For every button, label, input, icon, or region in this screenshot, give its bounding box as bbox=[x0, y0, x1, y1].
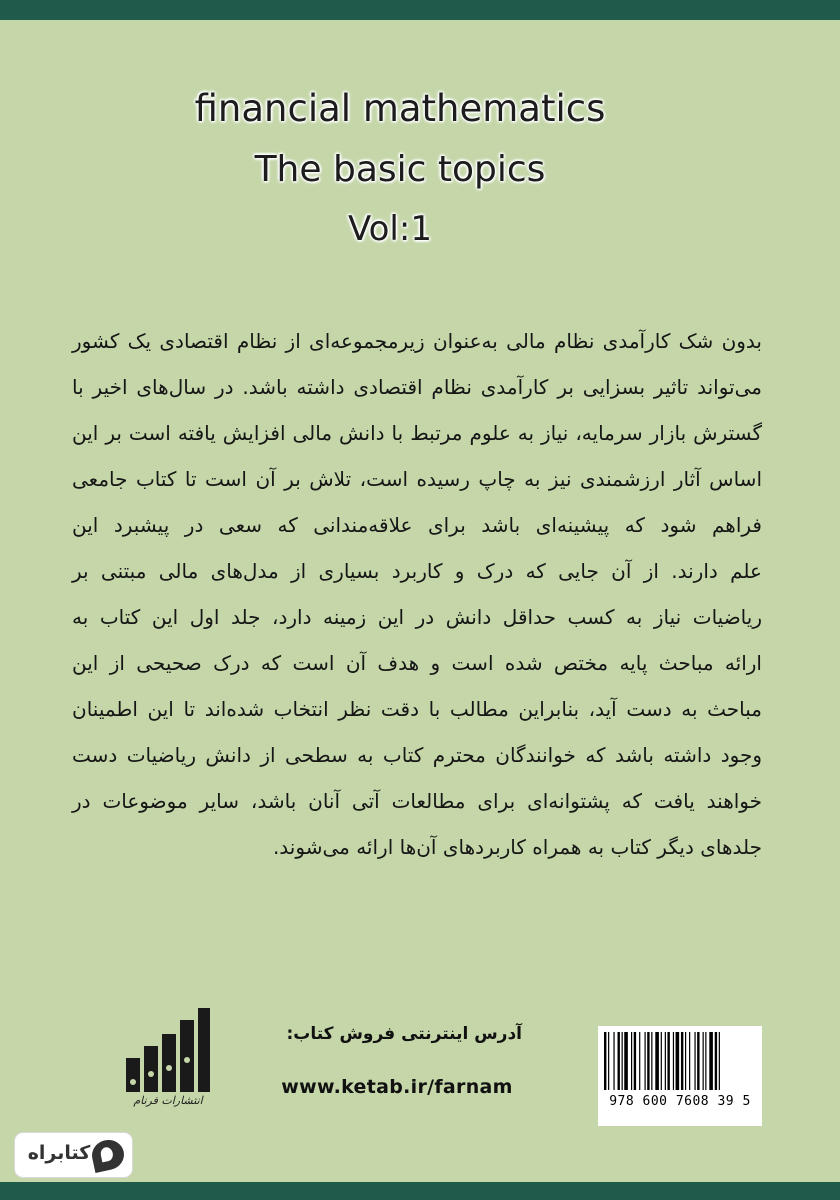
cover-volume: Vol:1 bbox=[348, 209, 432, 249]
barcode-bar bbox=[618, 1032, 620, 1090]
barcode-bar bbox=[622, 1032, 623, 1090]
barcode-bar bbox=[681, 1032, 683, 1090]
barcode-bar bbox=[651, 1032, 652, 1090]
description-line: فراهم شود که پیشینه‌ای باشد برای علاقه‌مندانی که سعی در پیشبرد این bbox=[72, 513, 762, 537]
publisher-caption: انتشارات فرنام bbox=[133, 1094, 203, 1107]
ketabrah-label: کتابراه bbox=[27, 1142, 91, 1164]
description-line: اساس آثار ارزشمندی نیز به چاپ رسیده است، تلاش بر آن است تا کتاب جامعی bbox=[72, 467, 762, 491]
cover-title: financial mathematics bbox=[194, 87, 606, 130]
isbn-number: 978 600 7608 39 5 bbox=[609, 1094, 751, 1109]
store-address bbox=[270, 1024, 522, 1098]
barcode-bar bbox=[719, 1032, 720, 1090]
barcode-bar bbox=[685, 1032, 686, 1090]
barcode-bars bbox=[602, 1032, 758, 1090]
barcode-bar bbox=[647, 1032, 649, 1090]
barcode-bar bbox=[703, 1032, 704, 1090]
description-line: بدون شک کارآمدی نظام مالی به‌عنوان زیرمجموعه‌ای از نظام اقتصادی یک کشور bbox=[72, 329, 762, 353]
barcode-bar bbox=[608, 1032, 609, 1090]
description-line: علم دارند. از آن جایی که درک و کاربرد بسیاری از مدل‌های مالی مبتنی بر bbox=[72, 559, 762, 583]
barcode-bar bbox=[665, 1032, 666, 1090]
ketabrah-watermark bbox=[15, 1133, 132, 1177]
publisher-logo bbox=[122, 1008, 214, 1108]
store-link[interactable]: www.ketab.ir/farnam bbox=[281, 1076, 513, 1098]
barcode-bar bbox=[631, 1032, 632, 1090]
barcode-bar bbox=[673, 1032, 674, 1090]
barcode-bar bbox=[613, 1032, 614, 1090]
barcode-bar bbox=[661, 1032, 662, 1090]
barcode-bar bbox=[689, 1032, 690, 1090]
barcode-bar bbox=[697, 1032, 699, 1090]
book-description bbox=[72, 318, 762, 870]
description-line: خواهند یافت که پشتوانه‌ای برای مطالعات آتی آنان باشد، سایر موضوعات در bbox=[72, 789, 762, 813]
cover-subtitle: The basic topics bbox=[254, 149, 546, 190]
barcode-bar bbox=[715, 1032, 717, 1090]
description-line: مباحث به دست آید، بنابراین مطالب با دقت نظر انتخاب شده‌اند تا این اطمینان bbox=[72, 697, 762, 721]
description-line: ارائه مباحث پایه مختص شده است و هدف آن است که درک صحیحی از این bbox=[72, 651, 762, 675]
barcode-bar bbox=[709, 1032, 713, 1090]
barcode-bar bbox=[676, 1032, 680, 1090]
top-band bbox=[0, 0, 840, 20]
description-line: وجود داشته باشد که خوانندگان محترم کتاب به سطحی از دانش ریاضیات دست bbox=[72, 743, 762, 767]
bottom-band bbox=[0, 1182, 840, 1200]
description-line: ریاضیات نیاز به کسب حداقل دانش در این زمینه دارد، جلد اول این کتاب به bbox=[72, 605, 762, 629]
description-line: جلدهای دیگر کتاب به همراه کاربردهای آن‌ها ارائه می‌شوند. bbox=[272, 835, 762, 859]
barcode-bar bbox=[624, 1032, 628, 1090]
barcode-bar bbox=[639, 1032, 640, 1090]
description-line: گسترش بازار سرمایه، نیاز به علوم مرتبط با دانش مالی افزایش یافته است بر این bbox=[72, 421, 762, 445]
barcode-bar bbox=[705, 1032, 706, 1090]
isbn-barcode bbox=[598, 1026, 762, 1126]
store-label: آدرس اینترنتی فروش کتاب: bbox=[286, 1024, 522, 1044]
barcode-bar bbox=[604, 1032, 606, 1090]
barcode-bar bbox=[694, 1032, 695, 1090]
barcode-bar bbox=[634, 1032, 636, 1090]
barcode-bar bbox=[645, 1032, 646, 1090]
barcode-bar bbox=[655, 1032, 659, 1090]
ketabrah-logo-icon bbox=[89, 1137, 127, 1173]
barcode-bar bbox=[667, 1032, 669, 1090]
description-line: می‌تواند تاثیر بسزایی بر کارآمدی نظام اقتصادی داشته باشد. در سال‌های اخیر با bbox=[72, 375, 762, 399]
